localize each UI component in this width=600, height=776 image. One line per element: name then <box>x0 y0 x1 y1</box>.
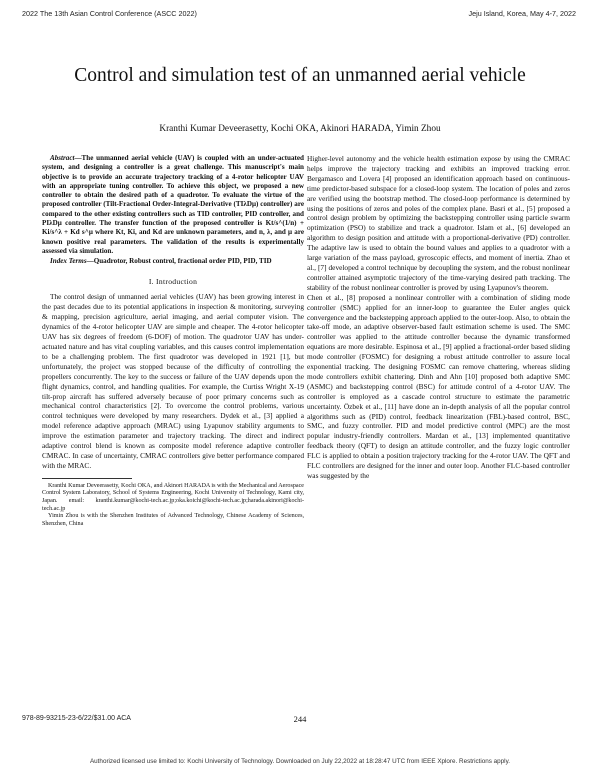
paper-authors: Kranthi Kumar Deveerasetty, Kochi OKA, Akinori HARADA, Yimin Zhou <box>159 124 441 134</box>
index-terms-label: Index Terms <box>50 257 87 266</box>
abstract <box>42 154 304 256</box>
intro-paragraph-right-2: Chen et al., [8] proposed a nonlinear controller with a combination of sliding mode controller (SMC) applied for an inner-loop to guarantee the Euler angles quick convergence and the backstepping approach applied to the outer-loop. Also, to obtain the take-off mode, an adaptive observer-based fault estimation scheme is used. The SMC controller was applied to the attitude controller because the dynamic transformed equations are more desirable. Espinosa et al., [9] applied a fractional-order based sliding mode controller (FOSMC) for designing a robust attitude controller to assure local exponential tracking. The designing FOSMC can remove chattering, whereas sliding mode controllers exhibit chattering. Dinh and Ahn [10] proposed both adaptive SMC (ASMC) and backstepping control (BSC) for attitude control of a 4-rotor UAV. The controller is employed as a cascade control structure to estimate the parametric uncertainty. Özbek et al., [11] have done an in-depth analysis of all the popular control algorithms such as (PID) control, feedback linearization (FBL)-based control, BSC, SMC, and fuzzy controller. PID and model predictive control (MPC) are the most popular industry-friendly controllers. Mardan et al., [13] implemented quantitative feedback theory (QFT) to design an attitude controller, and the fuzzy logic controller FLC is applied to obtain a position trajectory tracking for the 4-rotor UAV. The QFT and FLC controllers are designed for the inner and outer loop. Another FLC-based controller was suggested by the <box>307 292 570 480</box>
intro-paragraph-right-1: Higher-level autonomy and the vehicle health estimation expose by using the CMRAC helps improve the trajectory tracking and exhibits an improved tracking error. Bergamasco and Lovera [4] proposed an identification approach based on continuous-time predictor-based subspace for a closed-loop system. The location of poles and zeros are verified using the bootstrap method. The closed-loop performance is determined by using the positions of zeros and poles of the complex plane. Basri et al., [5] proposed a control design problem by optimizing the backstepping controller using particle swarm optimization (PSO) to stabilize and track a quadrotor. Islam et al., [6] developed an algorithm to design position and attitude with a proportional-derivative (PD) controller. The adaptive law is used to obtain the bound values and applies to a quadrotor with a large variation of the mass payload, gyroscopic effects, and moment of inertia. Zhao et al., [7] developed a control technique by decoupling the system, and the robust nonlinear controller attained asymptotic trajectory of the time-varying desired path tracking. The stability of the robust nonlinear controller is proved by using Lyapunov's theorem. <box>307 154 570 292</box>
isbn-footer: 978-89-93215-23-6/22/$31.00 ACA <box>22 715 131 722</box>
left-column <box>42 154 304 528</box>
abstract-label: Abstract <box>50 154 75 162</box>
index-terms <box>42 257 304 266</box>
paper-title: Control and simulation test of an unmanned aerial vehicle <box>74 65 526 87</box>
footnote-affiliation-1: Kranthi Kumar Deveerasetty, Kochi OKA, and Akinori HARADA is with the Mechanical and Aerospace Control System Laboratory, School of Systems Engineering, Kochi University of Technology, Kami city, Japan. email: kranthi.kumar@kochi-tech.ac.jp;oka.koichi@kochi-tech.ac.jp;harada.akinori@kochi-tech.ac.jp <box>42 482 304 512</box>
index-terms-text: —Quadrotor, Robust control, fractional order PID, PID, TID <box>86 257 272 266</box>
section-heading-introduction: I. Introduction <box>148 276 198 286</box>
right-column <box>307 154 570 481</box>
footnote-divider <box>42 478 132 479</box>
conference-header: 2022 The 13th Asian Control Conference (ASCC 2022) <box>22 9 197 18</box>
page-number: 244 <box>293 714 307 724</box>
license-notice: Authorized licensed use limited to: Kochi University of Technology. Downloaded on July 22,2022 at 18:28:47 UTC from IEEE Xplore. Restrictions apply. <box>89 758 510 765</box>
abstract-text: —The unmanned aerial vehicle (UAV) is coupled with an under-actuated system, and designing a controller is a great challenge. This manuscript's main objective is to provide an accurate trajectory tracking of a 4-rotor helicopter UAV with an appropriate tuning controller. To achieve this object, we proposed a new controller to obtain the desired path of a quadrotor. To evaluate the virtue of the proposed controller (Tilt-Fractional Order-Integral-Derivative (TIλDμ) controller) are compared to the other existing controllers such as TID controller, PID controller, and PIλDμ controller. The transfer function of the proposed controller is Kt/s^(1/n) + Ki/s^λ + Kd s^μ where Kt, Ki, and Kd are unknown parameters, and n, λ, and μ are known positive real parameters. The validation of the results is experimentally assessed via simulation. <box>42 154 304 255</box>
footnote-affiliation-2: Yimin Zhou is with the Shenzhen Institutes of Advanced Technology, Chinese Academy of Sciences, Shenzhen, China <box>42 513 304 527</box>
location-date-header: Jeju Island, Korea, May 4-7, 2022 <box>468 9 576 18</box>
intro-paragraph-left: The control design of unmanned aerial vehicles (UAV) has been growing interest in the past decades due to its potential applications in inspection & monitoring, surveying & mapping, precision agriculture, aerial imaging, and aerial computer vision. The dynamics of the 4-rotor helicopter UAV are simple and cheaper. The 4-rotor helicopter UAV has six degrees of freedom (6-DOF) of motion. The quadrotor UAV has under-actuated nature and has vital coupling variables, and this causes control implementation to be a challenging problem. The first quadrotor was developed in 1921 [1], but unfortunately, the project was stopped because of the difficulty of controlling the propellers concurrently. The key to the success or failure of the UAV depends upon the flight dynamics, control, and handling qualities. For example, the Curtiss Wright X-19 tilt-prop aircraft has suffered adversely because of poor primary concerns such as mechanical control characteristics [2]. To overcome the control problems, various control techniques were developed by many researchers. Dydek et al., [3] applied a model reference adaptive approach (MRAC) using Lyapunov stability arguments to improve the estimation parameter and trajectory tracking. The direct and indirect adaptive control blend is known as composite model reference adaptive controller CMRAC. In case of uncertainty, CMRAC controllers give better performance compared with the MRAC. <box>42 292 304 470</box>
